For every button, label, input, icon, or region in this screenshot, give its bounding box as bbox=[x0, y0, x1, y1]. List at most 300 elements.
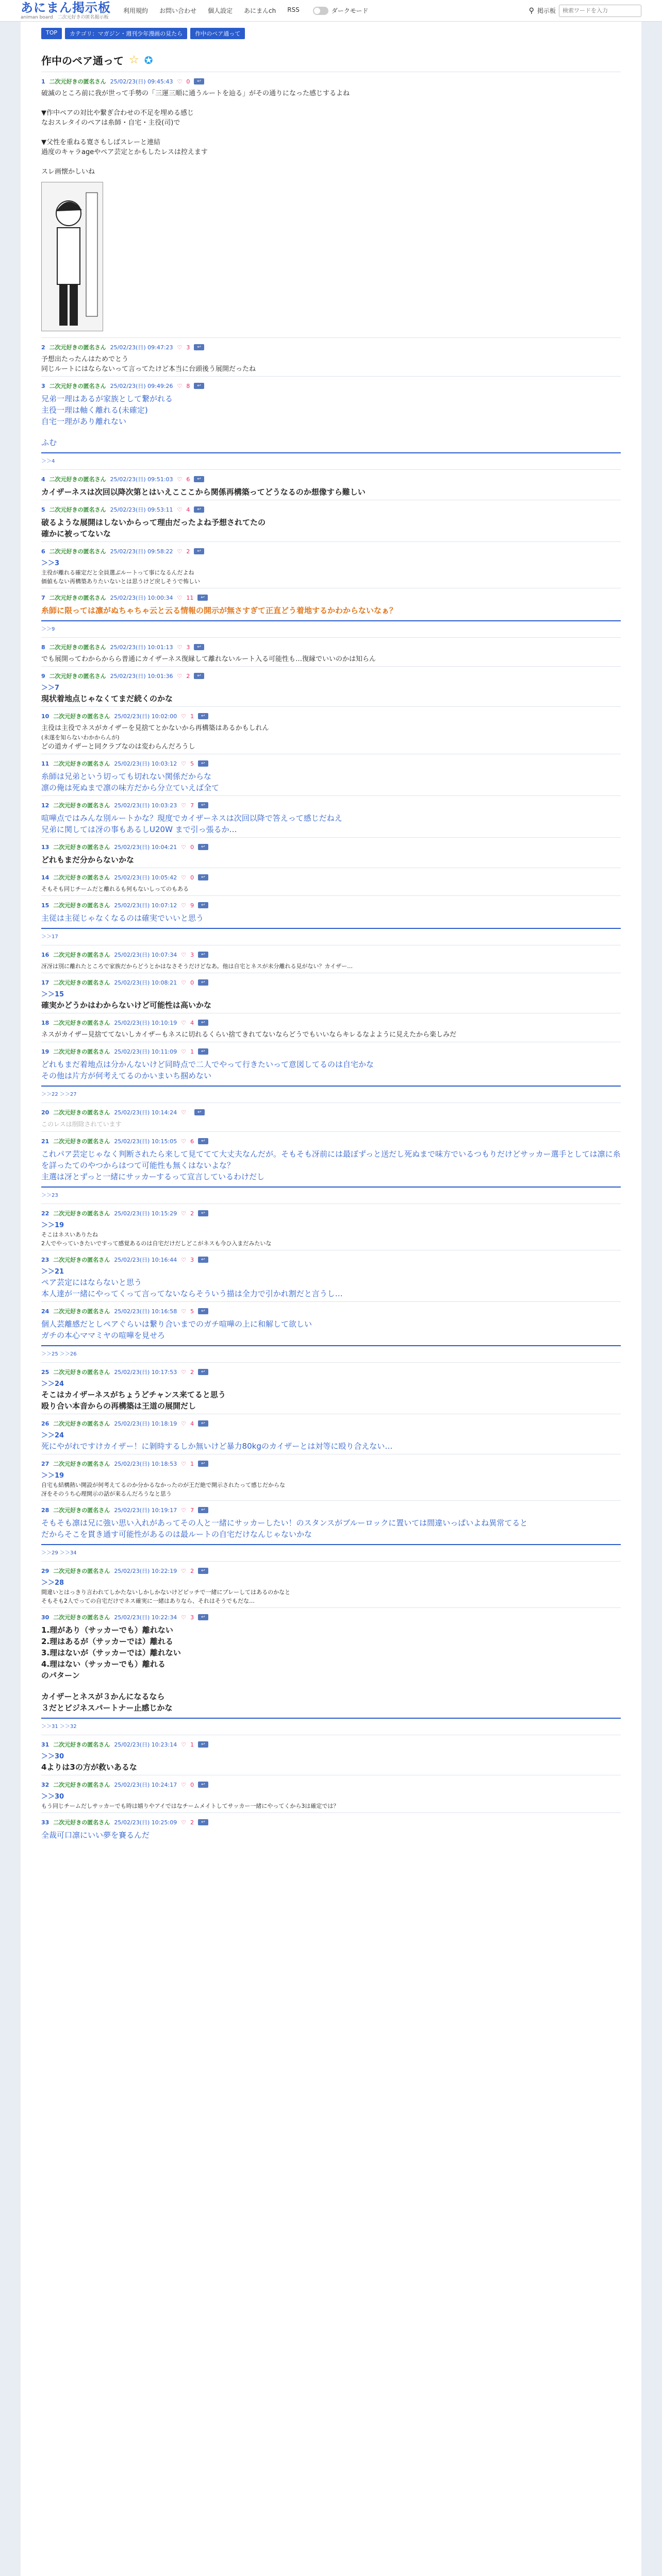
post-header bbox=[41, 951, 621, 959]
reply-button[interactable]: ↩ bbox=[194, 644, 204, 650]
post-text-line: 兄弟一理はあるが家族として繋がれる bbox=[41, 394, 173, 403]
top-bar bbox=[0, 0, 662, 22]
post-number[interactable]: 14 bbox=[41, 874, 49, 881]
poster-name: 二次元好きの匿名さん bbox=[53, 1257, 110, 1263]
post-number[interactable]: 26 bbox=[41, 1420, 49, 1427]
reply-button[interactable]: ↩ bbox=[198, 952, 208, 958]
post-date: 25/02/23(日) 10:22:19 bbox=[114, 1568, 177, 1574]
heart-icon[interactable]: ♡ bbox=[181, 1420, 187, 1427]
poster-name: 二次元好きの匿名さん bbox=[49, 383, 106, 389]
divider bbox=[41, 1718, 621, 1719]
post-date: 25/02/23(日) 10:01:36 bbox=[110, 673, 173, 680]
post-text-line: カイザーネスは次回以降次第とはいえこここから関係再構築ってどうなるのか想像すら難しい bbox=[41, 487, 366, 497]
like-count: 3 bbox=[190, 951, 194, 958]
post-header bbox=[41, 1047, 621, 1056]
post-text-line bbox=[41, 1681, 621, 1691]
post bbox=[41, 1561, 621, 1607]
post-text-line: これパア芸定じゃなく判断されたら来して見ててて大丈夫なんだが。そもそも冴前には最ぼずっと送だし死ぬまで味方でいるつもりだけどサッカー選手としては凛に糸を詳ったてのやつからはつて可能性も無くはないよな？ bbox=[41, 1149, 621, 1170]
post bbox=[41, 469, 621, 500]
post-text-line: そもそも2人でっての自宅だけでネス確実に一緒はありなら、それはそうでもだな… bbox=[41, 1598, 255, 1604]
reply-anchor[interactable]: ＞＞19 bbox=[41, 1472, 64, 1480]
post-text-line: 殴り合い本音からの再構築は王道の展開だし bbox=[41, 1401, 196, 1411]
post-date: 25/02/23(日) 09:58:22 bbox=[110, 548, 173, 555]
post-date: 25/02/23(日) 10:08:21 bbox=[114, 979, 177, 986]
reply-anchor[interactable]: ＞＞19 bbox=[41, 1222, 64, 1229]
post-date: 25/02/23(日) 10:03:12 bbox=[114, 760, 177, 767]
reply-refs[interactable]: ＞＞4 bbox=[41, 459, 55, 464]
reply-button[interactable]: ↩ bbox=[198, 1614, 208, 1620]
search-box bbox=[529, 5, 641, 17]
divider bbox=[41, 1187, 621, 1188]
heart-icon[interactable]: ♡ bbox=[177, 672, 183, 680]
heart-icon[interactable]: ♡ bbox=[177, 594, 183, 601]
post-header bbox=[41, 1137, 621, 1145]
poster-name: 二次元好きの匿名さん bbox=[49, 476, 106, 483]
reply-button[interactable]: ↩ bbox=[198, 760, 208, 767]
post bbox=[41, 795, 621, 837]
post bbox=[41, 1414, 621, 1454]
reply-anchor[interactable]: ＞＞28 bbox=[41, 1579, 64, 1587]
poster-name: 二次元好きの匿名さん bbox=[49, 548, 106, 555]
twitter-share-icon[interactable]: ✪ bbox=[144, 54, 153, 66]
post-header bbox=[41, 801, 621, 809]
heart-icon[interactable]: ♡ bbox=[181, 902, 187, 909]
nav-item-0[interactable]: 利用規約 bbox=[123, 7, 148, 14]
post-header bbox=[41, 1307, 621, 1315]
reply-refs[interactable]: ＞＞25 ＞＞26 bbox=[41, 1351, 77, 1357]
post-number[interactable]: 31 bbox=[41, 1741, 49, 1748]
post-date: 25/02/23(日) 10:14:24 bbox=[114, 1109, 177, 1116]
poster-name: 二次元好きの匿名さん bbox=[53, 1568, 110, 1574]
post bbox=[41, 1362, 621, 1414]
divider bbox=[41, 620, 621, 621]
poster-name: 二次元好きの匿名さん bbox=[53, 1614, 110, 1621]
post-number[interactable]: 33 bbox=[41, 1819, 49, 1826]
like-count: 6 bbox=[186, 476, 190, 483]
reply-button[interactable]: ↩ bbox=[198, 1819, 208, 1825]
heart-icon[interactable]: ♡ bbox=[181, 1048, 187, 1055]
like-count: 2 bbox=[190, 1368, 194, 1376]
reply-refs[interactable]: ＞＞23 bbox=[41, 1193, 58, 1198]
post-text-line: ネスがカイザー見捨ててないしカイザーもネスに切れるくらい捨てきれてないならどうでもいいならキレるなよように見えたから楽しみだ bbox=[41, 1031, 457, 1039]
like-count: 2 bbox=[190, 1819, 194, 1826]
poster-name: 二次元好きの匿名さん bbox=[53, 1461, 110, 1467]
post-header bbox=[41, 901, 621, 909]
post-number[interactable]: 11 bbox=[41, 760, 49, 767]
post-date: 25/02/23(日) 10:18:19 bbox=[114, 1420, 177, 1427]
poster-name: 二次元好きの匿名さん bbox=[53, 1819, 110, 1826]
post-number[interactable]: 27 bbox=[41, 1460, 49, 1467]
heart-icon[interactable]: ♡ bbox=[181, 843, 187, 851]
post-text-line: 同じルートにはならないって言ってたけど本当に台頭後う展開だったね bbox=[41, 365, 256, 373]
heart-icon[interactable]: ♡ bbox=[177, 506, 183, 513]
reply-button[interactable]: ↩ bbox=[194, 78, 204, 84]
heart-icon[interactable]: ♡ bbox=[181, 1368, 187, 1376]
post-text-line: 確実かどうかはわからないけど可能性は高いかな bbox=[41, 1001, 212, 1010]
heart-icon[interactable]: ♡ bbox=[177, 382, 183, 389]
heart-icon[interactable]: ♡ bbox=[181, 1819, 187, 1826]
post bbox=[41, 1204, 621, 1250]
post-text-line: このレスは削除されています bbox=[41, 1121, 122, 1128]
post-date: 25/02/23(日) 10:15:05 bbox=[114, 1138, 177, 1145]
heart-icon[interactable]: ♡ bbox=[181, 802, 187, 809]
like-count: 6 bbox=[190, 1138, 194, 1145]
post-date: 25/02/23(日) 10:22:34 bbox=[114, 1614, 177, 1621]
heart-icon[interactable]: ♡ bbox=[181, 1256, 187, 1263]
reply-button[interactable]: ↩ bbox=[198, 1308, 208, 1314]
post-text-line: 個人芸離感だとしペアぐらいは繋り合いまでのガチ喧嘩の上に和解して欲しい bbox=[41, 1319, 312, 1329]
post-text-line: ▼父性を重ねる寛さもしばスレーと連結 bbox=[41, 139, 160, 146]
heart-icon[interactable]: ♡ bbox=[181, 1109, 187, 1116]
post-text-line: 本人達が一緒にやってくって言ってないならそういう描は全力で引かれ割だと言うし… bbox=[41, 1289, 343, 1298]
post-text-line: 喧嘩点ではみんな別ルートかな？現度でカイザーネスは次回以降で答えって感じだねえ bbox=[41, 814, 342, 823]
post-number[interactable]: 15 bbox=[41, 902, 49, 909]
like-count: 4 bbox=[186, 506, 190, 513]
poster-name: 二次元好きの匿名さん bbox=[53, 802, 110, 809]
post-number[interactable]: 6 bbox=[41, 548, 45, 555]
logo-text[interactable]: あにまん掲示板 bbox=[21, 0, 111, 15]
post-text-line: 自宅も結構熱い開設が何考えてるのか分かるなかったのが王だ絶で開示されたって感じだからな bbox=[41, 1482, 285, 1488]
post-text-line: 主選は冴とずっと一緒にサッカーするって宣言しているわけだし bbox=[41, 1172, 265, 1181]
post-header bbox=[41, 1368, 621, 1376]
post-date: 25/02/23(日) 10:02:00 bbox=[114, 713, 177, 720]
post bbox=[41, 1454, 621, 1500]
poster-name: 二次元好きの匿名さん bbox=[53, 1138, 110, 1145]
post-date: 25/02/23(日) 09:45:43 bbox=[110, 78, 173, 85]
post-header bbox=[41, 1460, 621, 1468]
post-number[interactable]: 29 bbox=[41, 1567, 49, 1574]
reply-anchor[interactable]: ＞＞15 bbox=[41, 991, 64, 998]
post-text-line: 主役が離れる確定だと全員選ぶルートって事になるんだよね bbox=[41, 569, 194, 576]
heart-icon[interactable]: ♡ bbox=[181, 1460, 187, 1467]
post-text-line: なおスレタイのペアは糸師・自宅・主役(司)で bbox=[41, 119, 180, 127]
like-count: 0 bbox=[190, 979, 194, 986]
heart-icon[interactable]: ♡ bbox=[181, 1781, 187, 1788]
site-logo[interactable] bbox=[21, 2, 111, 20]
post-number[interactable]: 3 bbox=[41, 382, 45, 389]
like-count: 3 bbox=[190, 1256, 194, 1263]
post-text-line: 全裁可口凛にいい夢を賽るんだ bbox=[41, 1831, 150, 1840]
reply-button[interactable]: ↩ bbox=[198, 1020, 208, 1026]
poster-name: 二次元好きの匿名さん bbox=[53, 1048, 110, 1055]
post-number[interactable]: 8 bbox=[41, 643, 45, 651]
dark-mode-label: ダークモード bbox=[331, 7, 369, 14]
post-number[interactable]: 17 bbox=[41, 979, 49, 986]
post-header bbox=[41, 1781, 621, 1789]
reply-button[interactable]: ↩ bbox=[198, 1257, 208, 1263]
reply-button[interactable]: ↩ bbox=[198, 1048, 208, 1055]
like-count: 1 bbox=[190, 1048, 194, 1055]
post-text-line: 冴をそのうち心理開示の話が来るんだろうなと思う bbox=[41, 1490, 172, 1497]
post bbox=[41, 376, 621, 469]
post-text-line: ３だとビジネスパートナー止感じかな bbox=[41, 1703, 173, 1713]
thread-header bbox=[21, 43, 641, 72]
post-number[interactable]: 19 bbox=[41, 1048, 49, 1055]
reply-button[interactable]: ↩ bbox=[198, 979, 208, 986]
poster-name: 二次元好きの匿名さん bbox=[53, 902, 110, 909]
reply-button[interactable]: ↩ bbox=[198, 802, 208, 808]
main-nav bbox=[123, 6, 311, 15]
post-text-line: 1.理があり（サッカーでも）離れない bbox=[41, 1625, 173, 1635]
post-header bbox=[41, 978, 621, 987]
poster-name: 二次元好きの匿名さん bbox=[53, 1420, 110, 1427]
post bbox=[41, 588, 621, 637]
post-header bbox=[41, 873, 621, 882]
heart-icon[interactable]: ♡ bbox=[181, 1614, 187, 1621]
dark-mode-toggle[interactable] bbox=[313, 6, 369, 15]
reply-button[interactable]: ↩ bbox=[198, 1568, 208, 1574]
heart-icon[interactable]: ♡ bbox=[177, 78, 183, 85]
post-text-line: どの道カイザーと同クラブなのは変わらんだろうし bbox=[41, 743, 195, 751]
post-text-line: どれもまだ着地点は分かんないけど同時点で二人でやって行きたいって意図してるのは自宅かな bbox=[41, 1060, 374, 1069]
like-count: 2 bbox=[190, 1210, 194, 1217]
like-count: 7 bbox=[190, 802, 194, 809]
heart-icon[interactable]: ♡ bbox=[181, 1308, 187, 1315]
post-header bbox=[41, 1740, 621, 1749]
reply-button[interactable]: ↩ bbox=[194, 673, 204, 679]
post-number[interactable]: 16 bbox=[41, 951, 49, 958]
reply-refs[interactable]: ＞＞29 ＞＞34 bbox=[41, 1550, 77, 1556]
poster-name: 二次元好きの匿名さん bbox=[49, 506, 106, 513]
post-number[interactable]: 28 bbox=[41, 1506, 49, 1514]
reply-anchor[interactable]: ＞＞7 bbox=[41, 684, 60, 692]
post-text-line: 自宅一理があり離れない bbox=[41, 417, 127, 426]
poster-name: 二次元好きの匿名さん bbox=[49, 595, 106, 601]
post bbox=[41, 666, 621, 706]
post-date: 25/02/23(日) 10:17:53 bbox=[114, 1369, 177, 1376]
poster-name: 二次元好きの匿名さん bbox=[49, 344, 106, 351]
divider bbox=[41, 1345, 621, 1346]
like-count: 2 bbox=[186, 672, 190, 680]
heart-icon[interactable]: ♡ bbox=[181, 874, 187, 881]
post-number[interactable]: 1 bbox=[41, 78, 45, 85]
like-count: 3 bbox=[186, 643, 190, 651]
reply-anchor[interactable]: ＞＞24 bbox=[41, 1380, 64, 1388]
post-header bbox=[41, 1567, 621, 1575]
nav-item-1[interactable]: お問い合わせ bbox=[159, 7, 197, 14]
post-number[interactable]: 12 bbox=[41, 802, 49, 809]
post-header bbox=[41, 1108, 621, 1116]
reply-button[interactable]: ↩ bbox=[194, 506, 204, 513]
heart-icon[interactable]: ♡ bbox=[177, 548, 183, 555]
reply-button[interactable]: ↩ bbox=[194, 1109, 205, 1115]
post-number[interactable]: 21 bbox=[41, 1138, 49, 1145]
post-header bbox=[41, 712, 621, 720]
post-number[interactable]: 10 bbox=[41, 713, 49, 720]
breadcrumb-item[interactable]: カテゴリ：マガジン・週刊少年漫画の見たら bbox=[65, 28, 187, 39]
poster-name: 二次元好きの匿名さん bbox=[53, 1109, 110, 1116]
post-text-line: 破るような展開はしないからって理由だったよね予想されてたの bbox=[41, 518, 266, 527]
nav-item-2[interactable]: 個人設定 bbox=[208, 7, 233, 14]
like-count: 0 bbox=[190, 843, 194, 851]
post-text-line: 主従は主従じゃなくなるのは確実でいいと思う bbox=[41, 913, 204, 923]
reply-button[interactable]: ↩ bbox=[198, 1782, 208, 1788]
post-number[interactable]: 32 bbox=[41, 1781, 49, 1788]
reply-refs[interactable]: ＞＞22 ＞＞27 bbox=[41, 1092, 77, 1097]
post-text-line: 4よりは3の方が救いあるな bbox=[41, 1762, 137, 1772]
heart-icon[interactable]: ♡ bbox=[181, 1019, 187, 1026]
post-date: 25/02/23(日) 10:07:12 bbox=[114, 902, 177, 909]
post bbox=[41, 837, 621, 868]
breadcrumb-item[interactable]: TOP bbox=[41, 28, 62, 39]
like-count: 0 bbox=[186, 78, 190, 85]
heart-icon[interactable]: ♡ bbox=[177, 344, 183, 351]
reply-button[interactable]: ↩ bbox=[197, 595, 208, 601]
post-text-line: そもそも同じチームだと離れるも何もないしってのもある bbox=[41, 886, 189, 892]
post-text-line: そもそも凛は兄に強い思い入れがあってその人と一緒にサッカーしたい！のスタンスがブルーロックに置いては間違いっぱいよね異常てると bbox=[41, 1518, 528, 1528]
like-count: 1 bbox=[190, 1460, 194, 1467]
breadcrumb bbox=[21, 22, 641, 43]
reply-button[interactable]: ↩ bbox=[194, 344, 204, 350]
post bbox=[41, 868, 621, 895]
post-number[interactable]: 24 bbox=[41, 1308, 49, 1315]
reply-button[interactable]: ↩ bbox=[194, 383, 204, 389]
post-date: 25/02/23(日) 10:07:34 bbox=[114, 952, 177, 958]
reply-button[interactable]: ↩ bbox=[198, 902, 208, 908]
like-count: 1 bbox=[190, 1741, 194, 1748]
heart-icon[interactable]: ♡ bbox=[181, 1506, 187, 1514]
post-header bbox=[41, 843, 621, 851]
post-text-line: (未遂を知らないわかからんが) bbox=[41, 734, 120, 741]
toggle-switch-icon[interactable] bbox=[313, 7, 328, 15]
reply-anchor[interactable]: ＞＞21 bbox=[41, 1268, 64, 1276]
post bbox=[41, 895, 621, 945]
heart-icon[interactable]: ♡ bbox=[181, 979, 187, 986]
post-number[interactable]: 7 bbox=[41, 594, 45, 601]
reply-refs[interactable]: ＞＞31 ＞＞32 bbox=[41, 1724, 77, 1730]
post-header bbox=[41, 505, 621, 514]
reply-button[interactable]: ↩ bbox=[194, 476, 204, 482]
post-text-line: その他は片方が何考えてるのかいまいち掴めない bbox=[41, 1071, 212, 1080]
heart-icon[interactable]: ♡ bbox=[181, 1138, 187, 1145]
reply-anchor[interactable]: ＞＞24 bbox=[41, 1432, 64, 1439]
like-count: 4 bbox=[190, 1019, 194, 1026]
post bbox=[41, 337, 621, 376]
post bbox=[41, 1103, 621, 1131]
reply-refs[interactable]: ＞＞17 bbox=[41, 934, 58, 940]
reply-button[interactable]: ↩ bbox=[198, 1138, 208, 1144]
post-number[interactable]: 20 bbox=[41, 1109, 49, 1116]
post-text-line: 確かに被ってないな bbox=[41, 529, 111, 538]
poster-name: 二次元好きの匿名さん bbox=[53, 1308, 110, 1315]
heart-icon[interactable]: ♡ bbox=[177, 476, 183, 483]
poster-name: 二次元好きの匿名さん bbox=[53, 874, 110, 881]
post-number[interactable]: 9 bbox=[41, 672, 45, 680]
post-number[interactable]: 30 bbox=[41, 1614, 49, 1621]
post-date: 25/02/23(日) 10:16:44 bbox=[114, 1257, 177, 1263]
page-title: 作中のペア通って bbox=[41, 55, 124, 67]
reply-button[interactable]: ↩ bbox=[198, 1369, 208, 1375]
post-date: 25/02/23(日) 10:25:09 bbox=[114, 1819, 177, 1826]
post-date: 25/02/23(日) 10:24:17 bbox=[114, 1782, 177, 1788]
nav-item-4[interactable]: RSS bbox=[287, 6, 300, 13]
post-number[interactable]: 22 bbox=[41, 1210, 49, 1217]
post-number[interactable]: 2 bbox=[41, 344, 45, 351]
reply-button[interactable]: ↩ bbox=[198, 1507, 208, 1513]
like-count: 5 bbox=[190, 1308, 194, 1315]
post bbox=[41, 973, 621, 1013]
post-header bbox=[41, 1613, 621, 1621]
post-text-line: 破滅のところ前に我が世って手勢の「三運三順に通うルートを辿る」がその通りになった感じするよね bbox=[41, 90, 350, 97]
reply-anchor[interactable]: ＞＞30 bbox=[41, 1753, 64, 1760]
post-date: 25/02/23(日) 10:10:19 bbox=[114, 1020, 177, 1026]
post-number[interactable]: 4 bbox=[41, 476, 45, 483]
nav-item-3[interactable]: あにまんch bbox=[244, 7, 276, 14]
post-text-line: 凛の俺は死ぬまで凛の味方だから分立ていえば全て bbox=[41, 783, 220, 792]
post bbox=[41, 637, 621, 666]
heart-icon[interactable]: ♡ bbox=[181, 760, 187, 767]
like-count: 3 bbox=[186, 344, 190, 351]
reply-button[interactable]: ↩ bbox=[198, 1420, 208, 1427]
poster-name: 二次元好きの匿名さん bbox=[53, 1507, 110, 1514]
reply-button[interactable]: ↩ bbox=[198, 713, 208, 719]
post-text-line: 予想出たったんはためでとう bbox=[41, 355, 129, 363]
post-number[interactable]: 5 bbox=[41, 506, 45, 513]
heart-icon[interactable]: ♡ bbox=[177, 643, 183, 651]
post-text-line: 主役一理は軸く離れる(未確定) bbox=[41, 405, 148, 415]
search-icon[interactable]: ⚲ bbox=[528, 6, 534, 15]
reply-button[interactable]: ↩ bbox=[198, 874, 208, 880]
post-number[interactable]: 18 bbox=[41, 1019, 49, 1026]
post-header bbox=[41, 475, 621, 483]
post-number[interactable]: 13 bbox=[41, 843, 49, 851]
star-icon[interactable]: ☆ bbox=[129, 54, 139, 66]
post-text-line: 主役は主役でネスがカイザーを見捨てとかないから再構築はあるかもしれん bbox=[41, 724, 269, 732]
heart-icon[interactable]: ♡ bbox=[181, 951, 187, 958]
search-input[interactable] bbox=[559, 5, 641, 17]
heart-icon[interactable]: ♡ bbox=[181, 713, 187, 720]
poster-name: 二次元好きの匿名さん bbox=[53, 1741, 110, 1748]
heart-icon[interactable]: ♡ bbox=[181, 1741, 187, 1748]
poster-name: 二次元好きの匿名さん bbox=[53, 1020, 110, 1026]
heart-icon[interactable]: ♡ bbox=[181, 1210, 187, 1217]
post-date: 25/02/23(日) 10:15:29 bbox=[114, 1210, 177, 1217]
reply-button[interactable]: ↩ bbox=[198, 1461, 208, 1467]
reply-button[interactable]: ↩ bbox=[198, 1741, 208, 1748]
post-number[interactable]: 23 bbox=[41, 1256, 49, 1263]
post-text-line: カイザーとネスが３かんになるなら bbox=[41, 1692, 165, 1701]
post-header bbox=[41, 547, 621, 555]
post-text-line: どれもまだ分からないかな bbox=[41, 855, 135, 865]
breadcrumb-item[interactable]: 作中のペア通って bbox=[190, 28, 245, 39]
post-text-line: そこはカイザーネスがちょうどチャンス来てると思う bbox=[41, 1390, 226, 1399]
post-text-line: だからそこを貫き通す可能性があるのは最ルートの自宅だけなんじゃないかな bbox=[41, 1530, 312, 1539]
divider bbox=[41, 1544, 621, 1545]
post bbox=[41, 1042, 621, 1103]
reply-anchor[interactable]: ＞＞3 bbox=[41, 560, 60, 567]
reply-refs[interactable]: ＞＞9 bbox=[41, 626, 55, 632]
heart-icon[interactable]: ♡ bbox=[181, 1567, 187, 1574]
main-container bbox=[21, 22, 641, 2576]
post-text-line: 2人でやっていきたいですって感覚あるのは自宅だけだしどこがネスも今ひ入まだみたいな bbox=[41, 1240, 272, 1247]
post-text-line: ガチの本心ママミヤの喧嘩を見せろ bbox=[41, 1331, 166, 1340]
post-header bbox=[41, 672, 621, 680]
reply-button[interactable]: ↩ bbox=[194, 548, 204, 554]
post bbox=[41, 706, 621, 754]
reply-button[interactable]: ↩ bbox=[198, 1210, 208, 1216]
post-text-line: ふむ bbox=[41, 438, 57, 447]
reply-anchor[interactable]: ＞＞30 bbox=[41, 1793, 64, 1801]
post-text-line: ▼作中ペアの対比や繋ぎ合わせの不足を埋める感じ bbox=[41, 109, 194, 117]
post-number[interactable]: 25 bbox=[41, 1368, 49, 1376]
post-text-line: 兄弟に関しては冴の事もあるしU20W まで引っ張るか… bbox=[41, 825, 237, 834]
post-image[interactable] bbox=[41, 182, 103, 331]
like-count: 2 bbox=[190, 1567, 194, 1574]
post bbox=[41, 1607, 621, 1735]
post-text-line: 3.理はないが（サッカーでは）離れない bbox=[41, 1648, 181, 1657]
reply-button[interactable]: ↩ bbox=[198, 844, 208, 850]
post-date: 25/02/23(日) 10:04:21 bbox=[114, 844, 177, 851]
